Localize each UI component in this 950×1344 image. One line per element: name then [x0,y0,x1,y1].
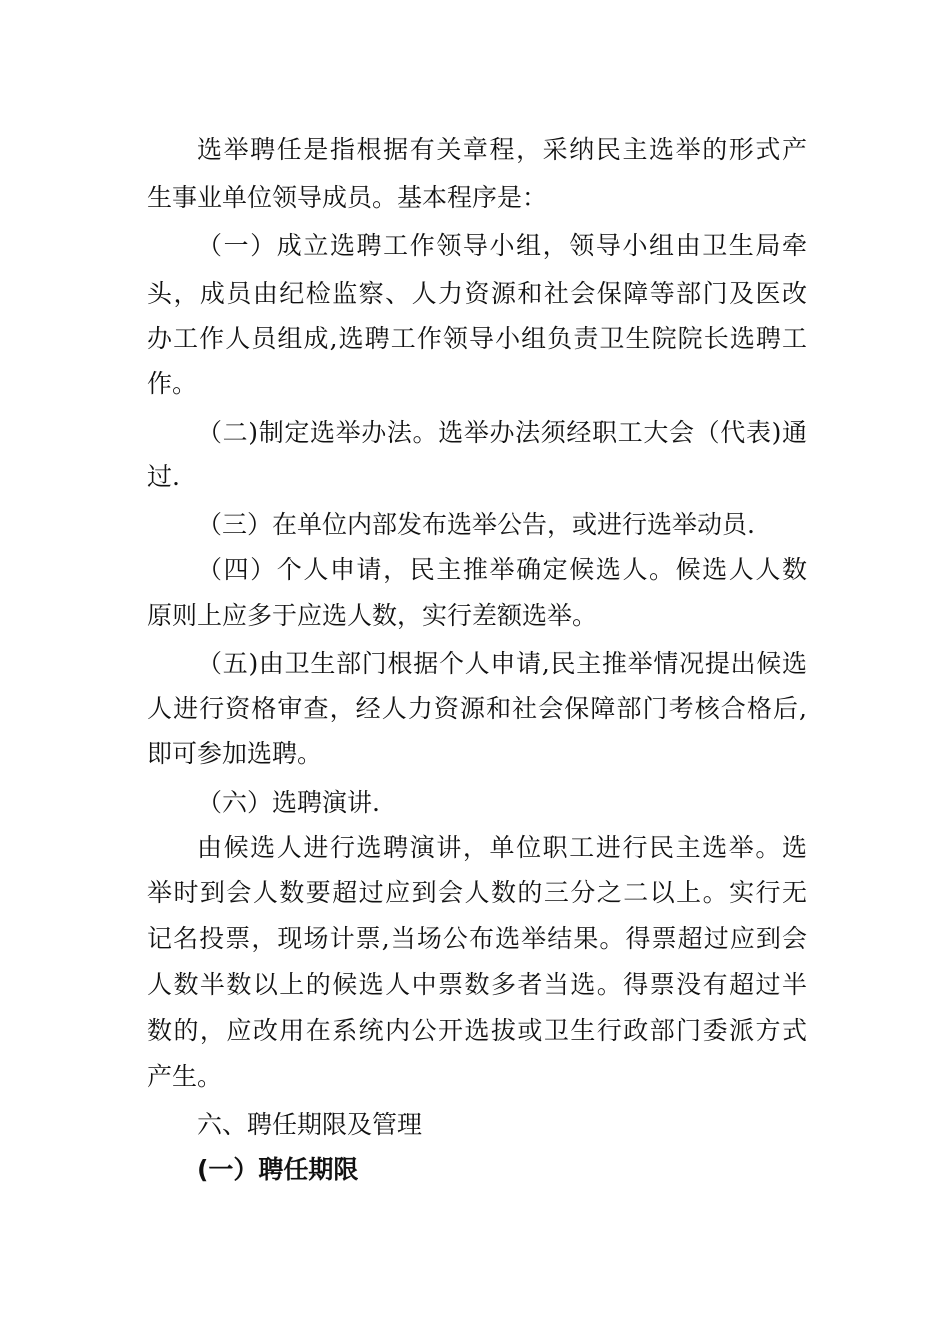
paragraph-8-line-5: 数的，应改用在系统内公开选拔或卫生行政部门委派方式 [147,1016,807,1045]
paragraph-2-line-1: （一）成立选聘工作领导小组，领导小组由卫生局牵 [197,231,807,260]
paragraph-3-line-1: （二)制定选举办法。选举办法须经职工大会（代表)通 [197,418,807,447]
paragraph-8-line-6: 产生。 [147,1062,223,1091]
section-heading: 六、聘任期限及管理 [197,1110,423,1139]
paragraph-4-line-1: （三）在单位内部发布选举公告，或进行选举动员. [197,510,755,539]
paragraph-1-line-2: 生事业单位领导成员。基本程序是： [147,183,548,212]
subsection-heading: (一）聘任期限 [197,1155,359,1184]
paragraph-8-line-1: 由候选人进行选聘演讲，单位职工进行民主选举。选 [197,833,807,862]
paragraph-6-line-1: （五)由卫生部门根据个人申请,民主推举情况提出候选 [197,649,807,678]
paragraph-1-line-1: 选举聘任是指根据有关章程，采纳民主选举的形式产 [197,135,807,164]
paragraph-8-line-4: 人数半数以上的候选人中票数多者当选。得票没有超过半 [147,970,807,999]
paragraph-2-line-3: 办工作人员组成,选聘工作领导小组负责卫生院院长选聘工 [147,324,807,353]
paragraph-7-line-1: （六）选聘演讲. [197,788,380,817]
paragraph-8-line-3: 记名投票，现场计票,当场公布选举结果。得票超过应到会 [147,924,807,953]
paragraph-2-line-2: 头，成员由纪检监察、人力资源和社会保障等部门及医改 [147,279,807,308]
paragraph-6-line-2: 人进行资格审查，经人力资源和社会保障部门考核合格后, [147,694,807,723]
paragraph-6-line-3: 即可参加选聘。 [147,739,323,768]
paragraph-3-line-2: 过. [147,462,180,491]
paragraph-5-line-1: （四）个人申请，民主推举确定候选人。候选人人数 [197,555,807,584]
paragraph-2-line-4: 作。 [147,369,198,398]
paragraph-8-line-2: 举时到会人数要超过应到会人数的三分之二以上。实行无 [147,878,807,907]
paragraph-5-line-2: 原则上应多于应选人数，实行差额选举。 [147,601,598,630]
